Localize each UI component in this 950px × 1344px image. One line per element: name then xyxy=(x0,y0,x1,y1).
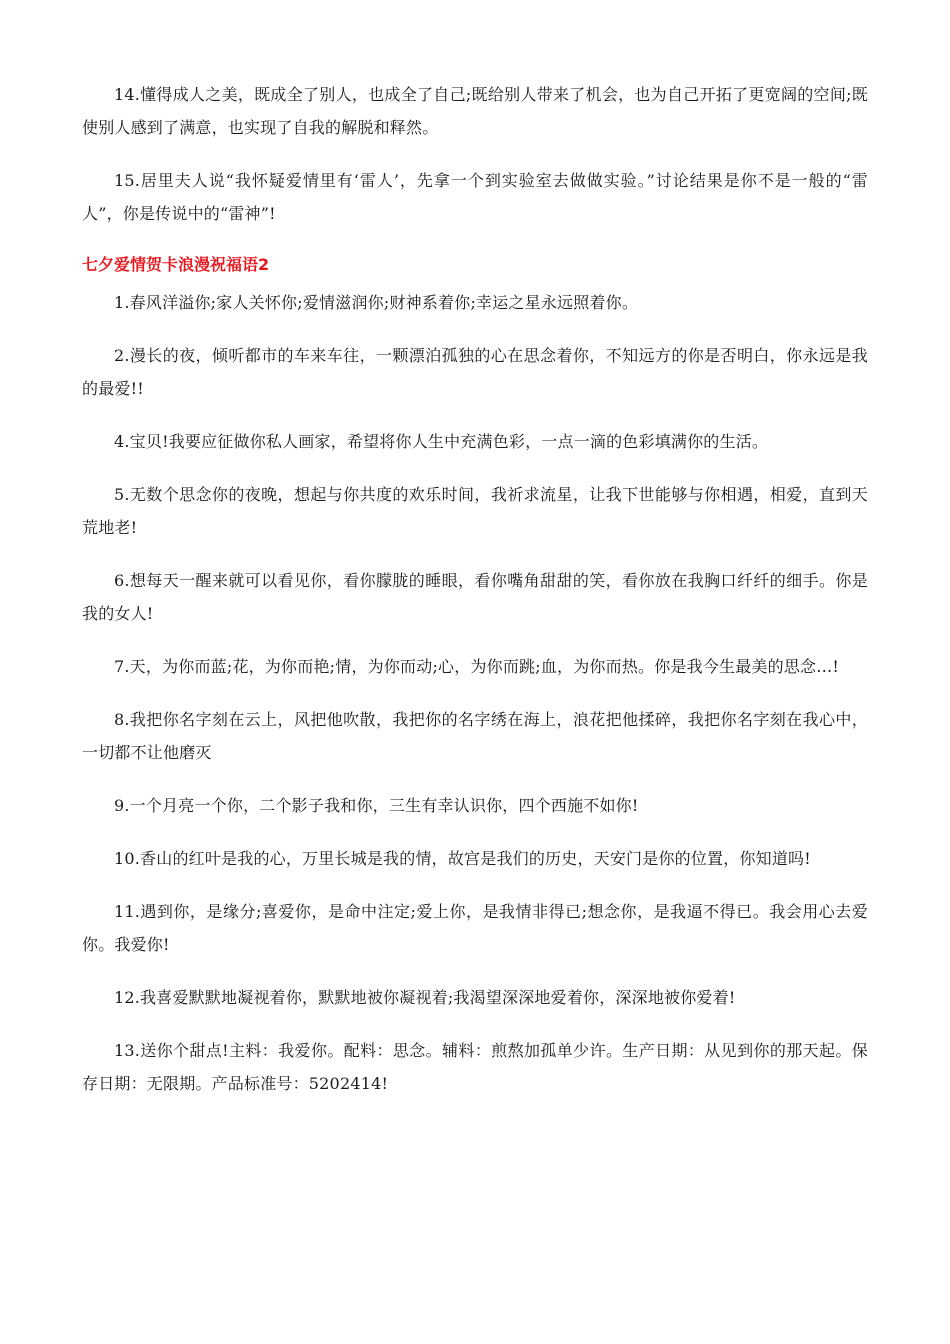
paragraph-10: 10.香山的红叶是我的心，万里长城是我的情，故宫是我们的历史，天安门是你的位置，你知道吗! xyxy=(114,849,811,868)
paragraph-15: 15.居里夫人说“我怀疑爱情里有‘雷人’，先拿一个到实验室去做做实验。”讨论结果是你不是一般的“雷人”，你是传说中的“雷神”! xyxy=(82,171,868,223)
section-heading: 七夕爱情贺卡浪漫祝福语2 xyxy=(82,255,270,274)
paragraph-4: 4.宝贝!我要应征做你私人画家，希望将你人生中充满色彩，一点一滴的色彩填满你的生活。 xyxy=(114,432,769,451)
paragraph-2: 2.漫长的夜，倾听都市的车来车往，一颗漂泊孤独的心在思念着你，不知远方的你是否明白，你永远是我的最爱!! xyxy=(82,346,868,398)
paragraph-11: 11.遇到你，是缘分;喜爱你，是命中注定;爱上你，是我情非得已;想念你，是我逼不得已。我会用心去爱你。我爱你! xyxy=(82,902,868,954)
paragraph-8: 8.我把你名字刻在云上，风把他吹散，我把你的名字绣在海上，浪花把他揉碎，我把你名字刻在我心中，一切都不让他磨灭 xyxy=(82,710,868,762)
paragraph-13: 13.送你个甜点!主料：我爱你。配料：思念。辅料：煎熬加孤单少许。生产日期：从见到你的那天起。保存日期：无限期。产品标准号：5202414! xyxy=(82,1041,868,1093)
paragraph-7: 7.天，为你而蓝;花，为你而艳;情，为你而动;心，为你而跳;血，为你而热。你是我今生最美的思念…! xyxy=(114,657,840,676)
paragraph-9: 9.一个月亮一个你，二个影子我和你，三生有幸认识你，四个西施不如你! xyxy=(114,796,639,815)
document-body xyxy=(82,78,868,1120)
paragraph-5: 5.无数个思念你的夜晚，想起与你共度的欢乐时间，我祈求流星，让我下世能够与你相遇，相爱，直到天荒地老! xyxy=(82,485,868,537)
paragraph-12: 12.我喜爱默默地凝视着你，默默地被你凝视着;我渴望深深地爱着你，深深地被你爱着! xyxy=(114,988,736,1007)
paragraph-6: 6.想每天一醒来就可以看见你，看你朦胧的睡眼，看你嘴角甜甜的笑，看你放在我胸口纤纤的细手。你是我的女人! xyxy=(82,571,868,623)
paragraph-1: 1.春风洋溢你;家人关怀你;爱情滋润你;财神系着你;幸运之星永远照着你。 xyxy=(114,293,639,312)
paragraph-14: 14.懂得成人之美，既成全了别人，也成全了自己;既给别人带来了机会，也为自己开拓了更宽阔的空间;既使别人感到了满意，也实现了自我的解脱和释然。 xyxy=(82,85,868,137)
